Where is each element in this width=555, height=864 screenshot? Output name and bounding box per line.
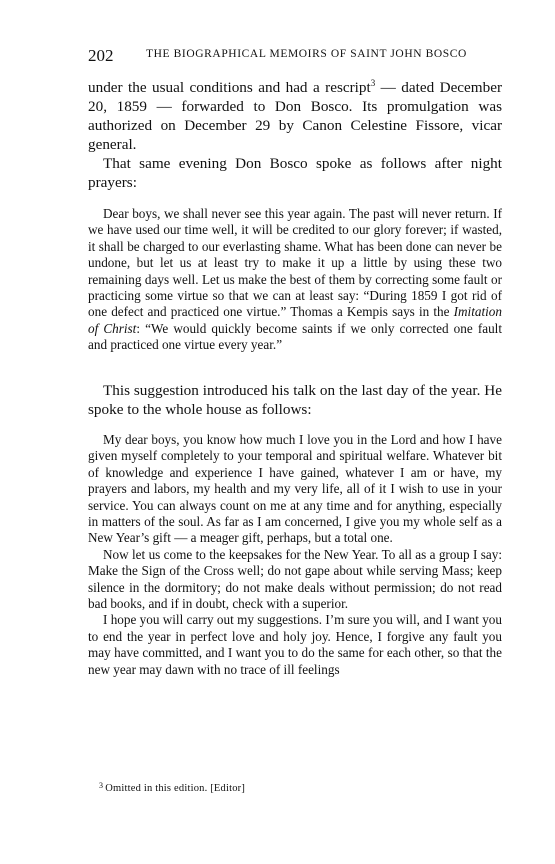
footnote-text: Omitted in this edition. [Editor] bbox=[105, 783, 246, 794]
quote-last-day bbox=[88, 432, 502, 678]
paragraph-text: That same evening Don Bosco spoke as follows after night prayers: bbox=[88, 155, 502, 191]
paragraph-text: This suggestion introduced his talk on the last day of the year. He spoke to the whole house as follows: bbox=[88, 382, 502, 418]
paragraph-text: — dated December 20, 1859 — forwarded to Don Bosco. Its promulgation was authorized on December 29 by Canon Celestine Fissore, vicar general. bbox=[88, 79, 502, 153]
running-head bbox=[88, 46, 508, 66]
quote-text: : “We would quickly become saints if we only corrected one fault and practiced one virtue every year.” bbox=[88, 320, 502, 353]
footnote bbox=[99, 779, 245, 795]
quote-paragraph: My dear boys, you know how much I love you in the Lord and how I have given myself completely to your temporal and spiritual welfare. Whatever bit of knowledge and experience I have gained, whatever I am or have, my prayers and labors, my health and my very life, all of it I wish to use in your service. You can always count on me at any time and for anything, especially in matters of the soul. As far as I am concerned, I give you my whole self as a New Year’s gift — a meager gift, perhaps, but a total one. bbox=[88, 432, 502, 546]
quote-text: Dear boys, we shall never see this year again. The past will never return. If we have used our time well, it will be credited to our glory forever; if wasted, it shall be charged to our everlasting shame. What has been done can never be undone, but let us at least try to make it up a little by using these two remaining days well. Let us make the best of them by correcting some fault or practicing some virtue so that we can at least say: “During 1859 I got rid of one defect and practiced one virtue.” Thomas a Kempis says in the bbox=[88, 206, 502, 320]
footnote-reference: 3 bbox=[370, 78, 376, 88]
quote-paragraph: Now let us come to the keepsakes for the New Year. To all as a group I say: Make the Sign of the Cross well; do not gape about while serving Mass; keep silence in the dormitory; do not make deals without permission; do not read bad books, and if in doubt, check with a superior. bbox=[88, 546, 502, 612]
quote-new-year-eve bbox=[88, 206, 502, 354]
book-title: Imitation of Christ bbox=[88, 304, 502, 336]
running-title: THE BIOGRAPHICAL MEMOIRS OF SAINT JOHN BOSCO bbox=[146, 48, 467, 60]
quote-paragraph: I hope you will carry out my suggestions. I’m sure you will, and I want you to end the year in perfect love and holy joy. Hence, I forgive any fault you may have committed, and I want you to do the same for each other, so that the new year may dawn with no trace of ill feelings bbox=[88, 612, 502, 677]
paragraph-rescript bbox=[88, 78, 502, 154]
footnote-marker: 3 bbox=[99, 781, 104, 790]
paragraph-text: under the usual conditions and had a rescript bbox=[88, 79, 371, 96]
paragraph-evening bbox=[88, 154, 502, 192]
paragraph-suggestion bbox=[88, 381, 502, 419]
page-number: 202 bbox=[88, 46, 114, 65]
